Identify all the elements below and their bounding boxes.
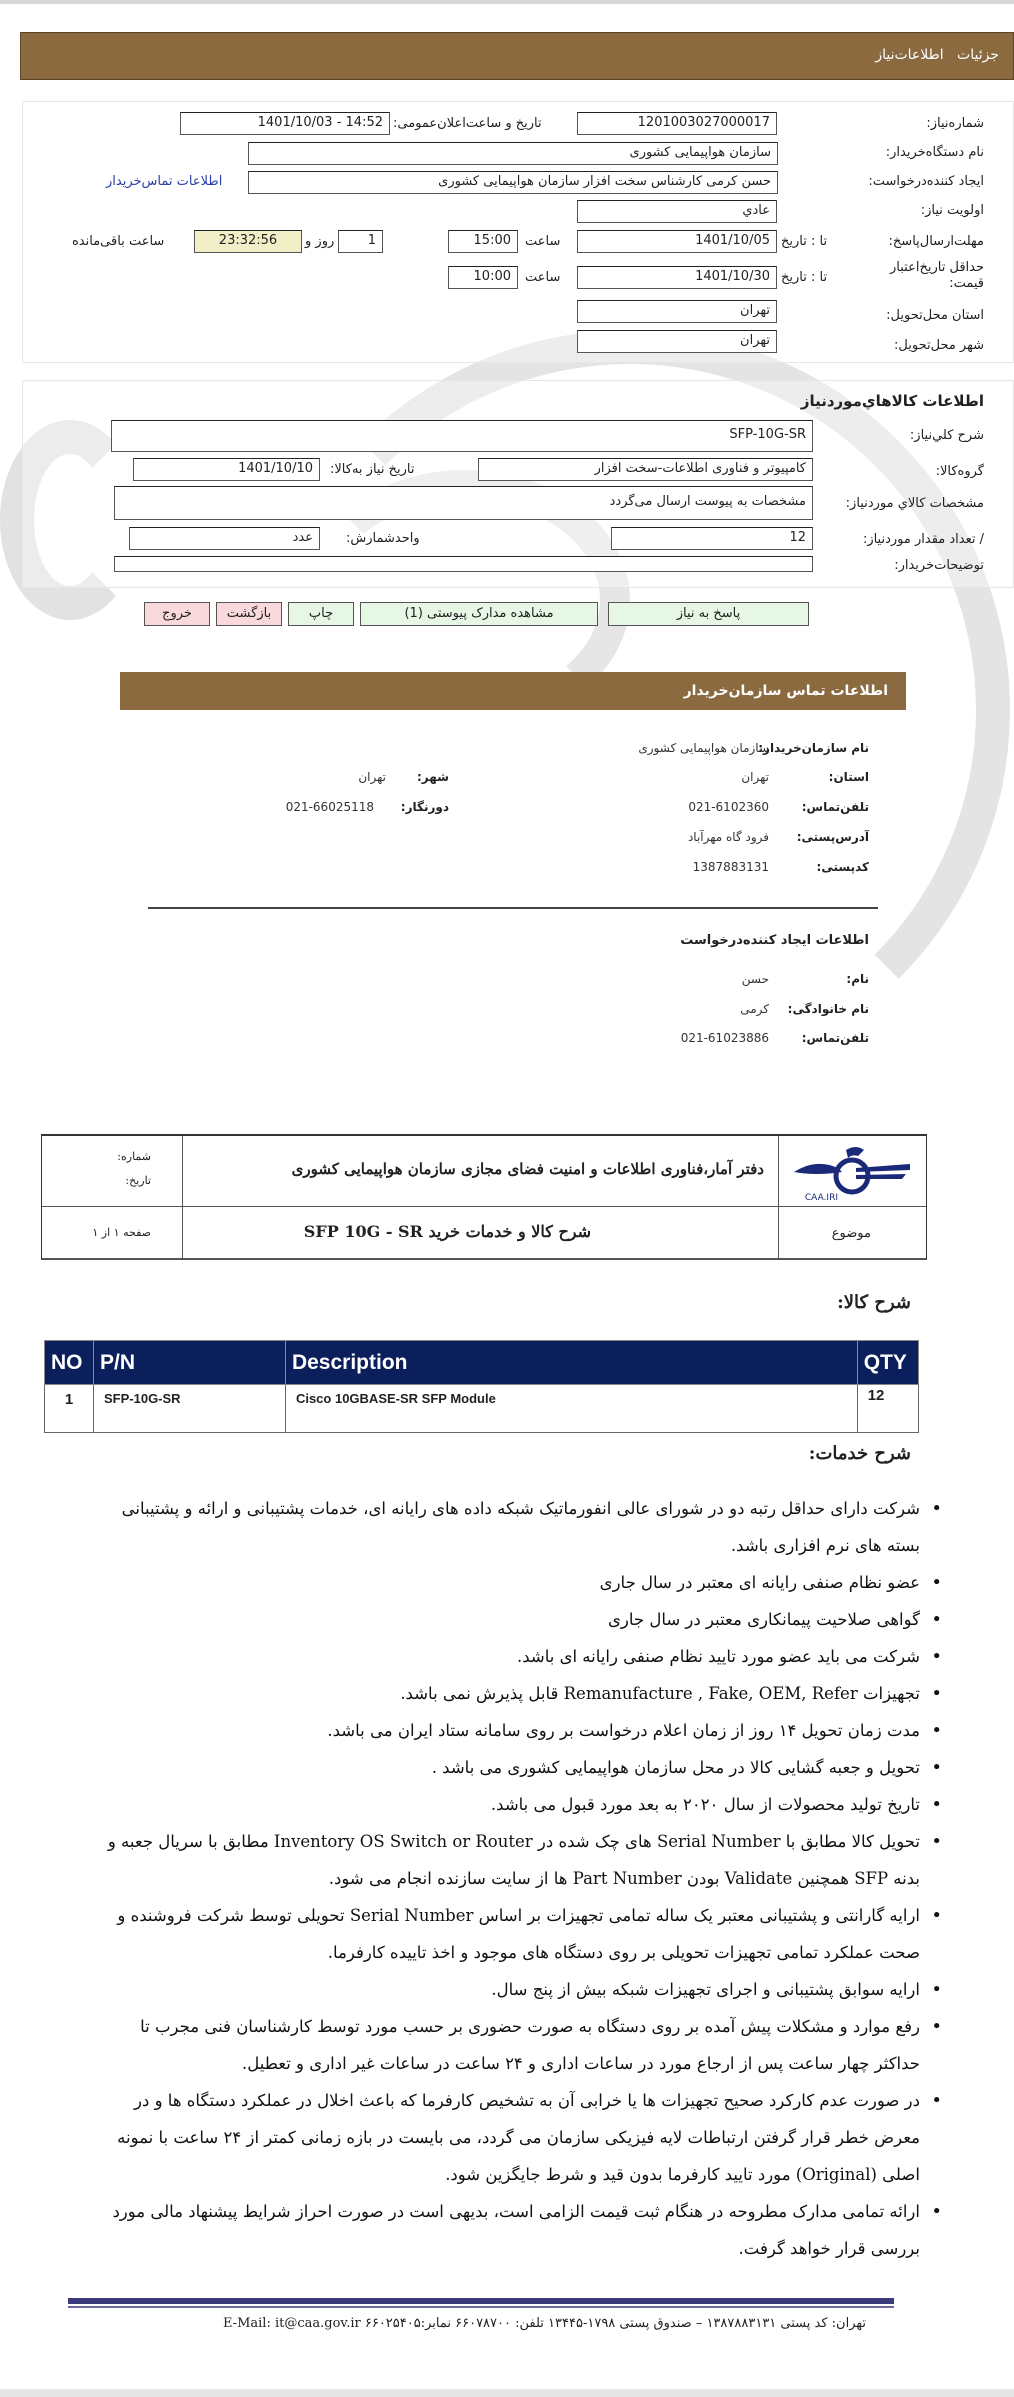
document-page-label: صفحه ۱ از ۱ — [92, 1226, 151, 1239]
print-button[interactable]: چاپ — [288, 602, 354, 626]
contact-address-value: فرود گاه مهرآباد — [687, 830, 769, 844]
list-item: • در صورت عدم کارکرد صحیح تجهیزات ها یا خرابی آن به تشخیص کارفرما که باعث اخلال در عملکرد دستگاه ها و در معرض خطر قرار گرفتن ارتباطات لایه فیزیکی سازمان می گردد، می بایست در بازه زمانی کمتر از ۲۴ ساعت با نمونه اصلی (Original) مورد تایید کارفرما بدون قید و شرط جایگزین شود. — [92, 2082, 942, 2193]
buyer-contact-header — [120, 672, 906, 710]
group-label: گروه‌کالا: — [935, 464, 984, 479]
spec-field: مشخصات به پیوست ارسال می‌گردد — [114, 486, 813, 520]
reply-button[interactable]: پاسخ به نیاز — [608, 602, 809, 626]
items-table-header — [45, 1341, 919, 1385]
list-item: • ارائه تمامی مدارک مطروحه در هنگام ثبت قیمت الزامی است، بدیهی است در صورت احراز شرایط پیشنهاد مالی مورد بررسی قرار خواهد گرفت. — [92, 2193, 942, 2267]
contact-org-value: سازمان هواپیمایی کشوری — [638, 741, 769, 755]
row-pn: SFP-10G-SR — [94, 1385, 286, 1433]
need-number-label: شماره‌نیاز: — [926, 116, 984, 131]
city-label: شهر محل‌تحویل: — [894, 338, 984, 353]
contact-postal-value: 1387883131 — [692, 860, 769, 874]
remaining-days-field: 1 — [338, 230, 383, 253]
requester-first-name-value: حسن — [741, 972, 769, 986]
services-title: شرح خدمات: — [808, 1443, 911, 1464]
contact-province-label: استان: — [828, 770, 869, 784]
items-table — [44, 1340, 919, 1433]
document-subject-label: موضوع — [831, 1226, 871, 1241]
validity-time-label: ساعت — [525, 270, 561, 285]
col-pn: P/N — [94, 1341, 286, 1385]
deadline-time-label: ساعت — [525, 234, 561, 249]
priority-field: عادي — [577, 200, 777, 223]
table-row — [45, 1385, 919, 1433]
province-label: استان محل‌تحویل: — [886, 308, 984, 323]
top-border — [0, 0, 1014, 4]
list-item: • گواهی صلاحیت پیمانکاری معتبر در سال جاری — [92, 1601, 942, 1638]
need-number-field: 1201003027000017 — [577, 112, 777, 135]
contact-address-label: آدرس‌پستی: — [796, 830, 869, 844]
contact-fax-label: دورنگار: — [400, 800, 449, 814]
validity-label-1: حداقل تاریخ‌اعتبار — [890, 260, 984, 275]
qty-label: / تعداد مقدار مورد‌نیاز: — [862, 532, 984, 547]
buyer-org-field: سازمان هواپیمایی کشوری — [248, 142, 778, 165]
need-date-field: 1401/10/10 — [133, 458, 320, 481]
document-footer: تهران: کد پستی ۱۳۸۷۸۸۳۱۳۱ – صندوق پستی ۱۷۹۸-۱۳۴۴۵ تلفن: ۶۶۰۷۸۷۰۰ نمابر:۶۶۰۲۵۴۰۵ E-Mail: it@caa.gov.ir — [222, 2316, 866, 2331]
list-item: • تجهیزات Remanufacture , Fake, OEM, Refer قابل پذیرش نمی باشد. — [92, 1675, 942, 1712]
list-item: • عضو نظام صنفی رایانه ای معتبر در سال جاری — [92, 1564, 942, 1601]
bottom-border — [0, 2389, 1014, 2397]
deadline-until-label: تا : تاریخ — [781, 234, 828, 249]
contact-phone-value: 021-6102360 — [688, 800, 769, 814]
goods-section-title: اطلاعات کالاهاي‌مورد‌نیاز — [800, 392, 984, 410]
contact-org-label: نام سازمان‌خریدار: — [758, 741, 869, 755]
need-date-label: تاریخ نیاز به‌کالا: — [330, 462, 415, 477]
deadline-label: مهلت‌ارسال‌پاسخ: — [888, 234, 984, 249]
priority-label: اولویت‌ نیاز: — [920, 203, 984, 218]
requester-first-name-label: نام: — [846, 972, 869, 986]
document-header — [41, 1134, 927, 1260]
caa-logo-icon — [786, 1142, 918, 1202]
requester-phone-label: تلفن‌تماس: — [801, 1031, 869, 1045]
document-number-label: شماره: — [117, 1150, 151, 1163]
buyer-contact-link[interactable]: اطلاعات تماس‌خریدار — [106, 174, 223, 189]
list-item: • شرکت می باید عضو مورد تایید نظام صنفی رایانه ای باشد. — [92, 1638, 942, 1675]
contact-city-value: تهران — [358, 770, 386, 784]
row-description: Cisco 10GBASE-SR SFP Module — [285, 1385, 857, 1433]
qty-field: 12 — [611, 527, 813, 550]
province-field: تهران — [577, 300, 777, 323]
contact-fax-value: 021-66025118 — [285, 800, 374, 814]
list-item: • ارایه سوابق پشتیبانی و اجرای تجهیزات شبکه بیش از پنج سال. — [92, 1971, 942, 2008]
spec-label: مشخصات کالاي مورد‌نیاز: — [845, 496, 984, 511]
announce-date-field: 1401/10/03 - 14:52 — [180, 112, 390, 135]
contact-postal-label: کد‌پستی: — [816, 860, 869, 874]
remaining-time-field: 23:32:56 — [194, 230, 302, 253]
col-description: Description — [285, 1341, 857, 1385]
document-org-title: دفتر آمار،فناوری اطلاعات و امنیت فضای مجازی سازمان هواپیمایی کشوری — [291, 1160, 764, 1178]
notes-label: توضیحات‌خریدار: — [894, 558, 984, 573]
page-title: جزئیات اطلاعات‌نیاز — [875, 47, 999, 63]
exit-button[interactable]: خروج — [144, 602, 210, 626]
contact-phone-label: تلفن‌تماس: — [801, 800, 869, 814]
contact-province-value: تهران — [741, 770, 769, 784]
requester-phone-value: 021-61023886 — [680, 1031, 769, 1045]
deadline-time-field: 15:00 — [448, 230, 518, 253]
footer-rule — [68, 2298, 894, 2304]
buyer-org-label: نام دستگاه‌خریدار: — [885, 145, 984, 160]
requester-last-name-value: کرمی — [740, 1002, 769, 1016]
creator-label: ایجاد کننده‌درخواست: — [868, 174, 984, 189]
col-qty: QTY — [857, 1341, 918, 1385]
list-item: • رفع موارد و مشکلات پیش آمده بر روی دستگاه به صورت حضوری بر حسب مورد توسط کارشناسان فنی مجرب تا حداکثر چهار ساعت پس از ارجاع مورد در ساعات اداری و ۲۴ ساعت در ساعات غیر اداری و تعطیل. — [92, 2008, 942, 2082]
days-label: روز و — [305, 234, 335, 249]
row-qty: 12 — [857, 1385, 918, 1433]
requester-last-name-label: نام خانوادگی: — [787, 1002, 869, 1016]
validity-time-field: 10:00 — [448, 266, 518, 289]
announce-date-label: تاریخ و ساعت‌اعلان‌عمومی: — [393, 116, 542, 131]
services-list — [92, 1490, 942, 2267]
row-no: 1 — [45, 1385, 94, 1433]
need-info-panel — [22, 101, 1014, 363]
list-item: • ارایه گارانتی و پشتیبانی معتبر یک ساله تمامی تجهیزات بر اساس Serial Number تحویلی توسط شرکت فروشنده و صحت عملکرد تمامی تجهیزات تحویلی بر روی دستگاه های موجود و اخذ تاییده کارفرما. — [92, 1897, 942, 1971]
col-no: NO — [45, 1341, 94, 1385]
list-item: • تحویل کالا مطابق با Serial Number های چک شده در Inventory OS Switch or Router مطابق با سریال جعبه و بدنه SFP همچنین Validate بودن Part Number ها از سایت سازنده انجام می شود. — [92, 1823, 942, 1897]
summary-field: SFP-10G-SR — [111, 420, 813, 452]
footer-rule-thin — [68, 2306, 894, 2308]
validity-until-label: تا : تاریخ — [781, 270, 828, 285]
attachments-button[interactable]: مشاهده مدارک پیوستی (1) — [360, 602, 598, 626]
buyer-contact-title: اطلاعات تماس سازمان‌خریدار — [683, 683, 888, 699]
notes-field — [114, 556, 813, 572]
caa-logo — [786, 1142, 918, 1202]
deadline-date-field: 1401/10/05 — [577, 230, 777, 253]
back-button[interactable]: بازگشت — [216, 602, 282, 626]
city-field: تهران — [577, 330, 777, 353]
unit-label: واحد‌شمارش: — [346, 531, 420, 546]
remaining-label: ساعت باقی‌مانده — [72, 234, 165, 249]
validity-date-field: 1401/10/30 — [577, 266, 777, 289]
list-item: • شرکت دارای حداقل رتبه دو در شورای عالی انفورماتیک شبکه داده های رایانه ای، خدمات پشتیبانی و ارائه و پشتیبانی بسته های نرم افزاری باشد. — [92, 1490, 942, 1564]
list-item: • تحویل و جعبه گشایی کالا در محل سازمان هواپیمایی کشوری می باشد . — [92, 1749, 942, 1786]
section-divider — [148, 907, 878, 909]
document-subject-value: شرح کالا و خدمات خرید SFP 10G - SR — [303, 1222, 591, 1241]
contact-city-label: شهر: — [417, 770, 449, 784]
list-item: • مدت زمان تحویل ۱۴ روز از زمان اعلام درخواست بر روی سامانه ستاد ایران می باشد. — [92, 1712, 942, 1749]
page-header-bar — [20, 32, 1014, 80]
creator-field: حسن کرمی کارشناس سخت افزار سازمان هواپیمایی کشوری — [248, 171, 778, 194]
document-date-label: تاریخ: — [125, 1174, 151, 1187]
group-field: کامپیوتر و فناوری اطلاعات-سخت افزار — [478, 458, 813, 481]
svg-text:CAA.IRI: CAA.IRI — [804, 1193, 838, 1202]
requester-title: اطلاعات ایجاد کننده‌درخواست — [680, 933, 869, 948]
list-item: • تاریخ تولید محصولات از سال ۲۰۲۰ به بعد مورد قبول می باشد. — [92, 1786, 942, 1823]
summary-label: شرح کلي‌نیاز: — [909, 428, 984, 443]
validity-label-2: قیمت: — [949, 276, 984, 291]
unit-field: عدد — [129, 527, 320, 550]
items-title: شرح کالا: — [837, 1292, 911, 1313]
